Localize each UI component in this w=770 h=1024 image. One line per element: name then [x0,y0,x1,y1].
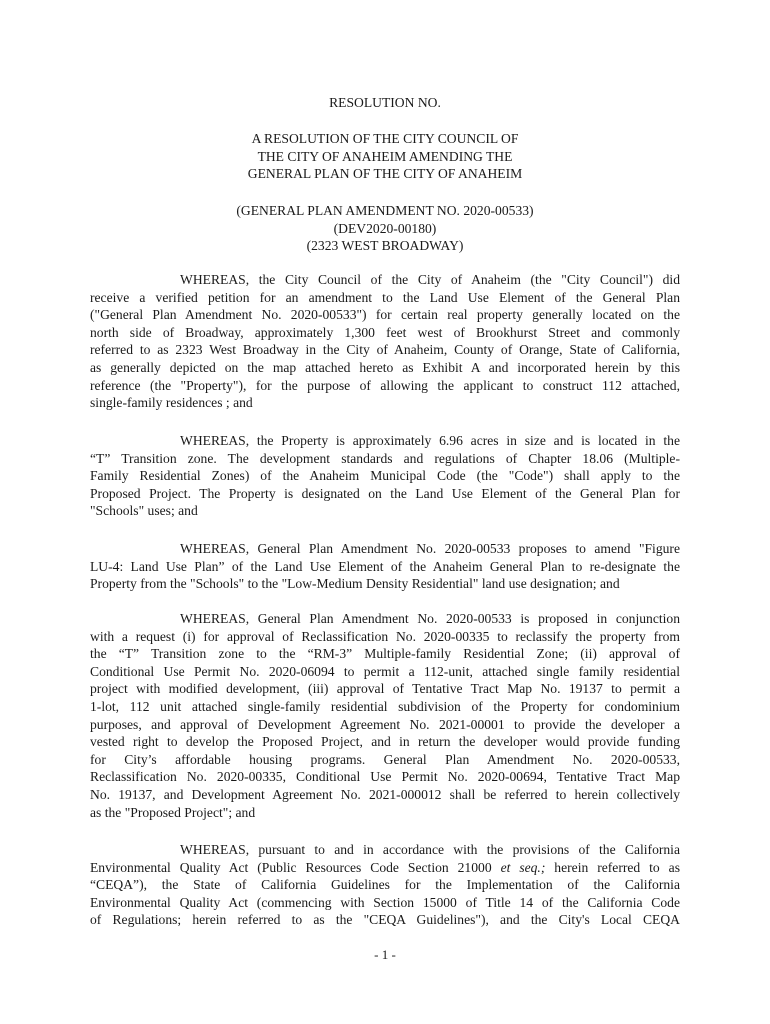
whereas-paragraph-1 [90,271,680,412]
paragraph-line: with a request (i) for approval of Reclassification No. 2020-00335 to reclassify the property from [90,628,680,644]
paragraph-line: Family Residential Zones) of the Anaheim Municipal Code (the "Code") shall apply to the [90,468,680,484]
subtitle-line: THE CITY OF ANAHEIM AMENDING THE [257,148,513,164]
paragraph-line: north side of Broadway, approximately 1,300 feet west of Brookhurst Street and commonly [90,324,680,340]
paragraph-line: LU-4: Land Use Plan” of the Land Use Element of the Anaheim General Plan to re-designate the [90,558,680,574]
paragraph-line: reference (the "Property"), for the purpose of allowing the applicant to construct 112 attached, [90,377,680,393]
reference-line: (GENERAL PLAN AMENDMENT NO. 2020-00533) [236,203,534,218]
paragraph-line: as generally depicted on the map attached hereto as Exhibit A and incorporated herein by this [90,359,680,375]
paragraph-line: of Regulations; herein referred to as the "CEQA Guidelines"), and the City's Local CEQA [90,912,680,928]
whereas-paragraph-5 [90,841,680,929]
emphasis-et-seq: et seq.; [500,859,546,875]
paragraph-line: WHEREAS, General Plan Amendment No. 2020-00533 proposes to amend "Figure [180,541,680,556]
paragraph-line: No. 19137, and Development Agreement No. 2021-000012 shall be referred to herein collectively [90,786,680,802]
whereas-paragraph-2 [90,432,680,520]
whereas-paragraph-4 [90,610,680,821]
paragraph-line: purposes, and approval of Development Agreement No. 2021-00001 to provide the developer a [90,716,680,732]
paragraph-line: Property from the "Schools" to the "Low-Medium Density Residential" land use designation; and [90,576,620,592]
paragraph-line: as the "Proposed Project"; and [90,804,256,820]
resolution-subtitle [90,130,680,183]
paragraph-line: receive a verified petition for an amendment to the Land Use Element of the General Plan [90,289,680,305]
paragraph-line: project with modified development, (iii) approval of Tentative Tract Map No. 19137 to permit a [90,681,680,697]
paragraph-line: referred to as 2323 West Broadway in the City of Anaheim, County of Orange, State of California, [90,342,680,358]
subtitle-line: A RESOLUTION OF THE CITY COUNCIL OF [251,131,519,146]
subtitle-line: GENERAL PLAN OF THE CITY OF ANAHEIM [247,166,523,182]
paragraph-line: vested right to develop the Proposed Project, and in return the developer would provide funding [90,734,680,750]
paragraph-line: WHEREAS, pursuant to and in accordance with the provisions of the California [180,842,680,857]
paragraph-line: “T” Transition zone. The development standards and regulations of Chapter 18.06 (Multiple- [90,450,680,466]
page-number: - 1 - [374,947,396,962]
line-text-pre: Environmental Quality Act (Public Resources Code Section 21000 [90,859,501,875]
paragraph-line: Reclassification No. 2020-00335, Conditional Use Permit No. 2020-00694, Tentative Tract Map [90,769,680,785]
paragraph-line: WHEREAS, the City Council of the City of Anaheim (the "City Council") did [180,272,680,287]
whereas-paragraph-3 [90,540,680,593]
paragraph-line: Proposed Project. The Property is designated on the Land Use Element of the General Plan for [90,485,680,501]
paragraph-line: Conditional Use Permit No. 2020-06094 to permit a 112-unit, attached single family residential [90,663,680,679]
reference-line: (DEV2020-00180) [333,220,437,236]
paragraph-line: WHEREAS, the Property is approximately 6.96 acres in size and is located in the [180,433,680,448]
paragraph-line: "Schools" uses; and [90,503,198,519]
resolution-title [90,94,680,112]
paragraph-line: for City’s affordable housing programs. General Plan Amendment No. 2020-00533, [90,751,680,767]
resolution-references [90,202,680,255]
reference-line: (2323 WEST BROADWAY) [306,238,464,254]
paragraph-line: the “T” Transition zone to the “RM-3” Multiple-family Residential Zone; (ii) approval of [90,646,680,662]
paragraph-line-with-emphasis [90,859,680,877]
title-text: RESOLUTION NO. [329,95,441,110]
paragraph-line: single-family residences ; and [90,395,253,411]
paragraph-line: Environmental Quality Act (commencing with Section 15000 of Title 14 of the California Code [90,894,680,910]
paragraph-line: ("General Plan Amendment No. 2020-00533") for certain real property generally located on the [90,307,680,323]
paragraph-line: 1-lot, 112 unit attached single-family residential subdivision of the Property for condominium [90,698,680,714]
paragraph-line: “CEQA”), the State of California Guidelines for the Implementation of the California [90,877,680,893]
paragraph-line: WHEREAS, General Plan Amendment No. 2020-00533 is proposed in conjunction [180,611,680,626]
line-text-post: herein referred to as [545,859,680,875]
